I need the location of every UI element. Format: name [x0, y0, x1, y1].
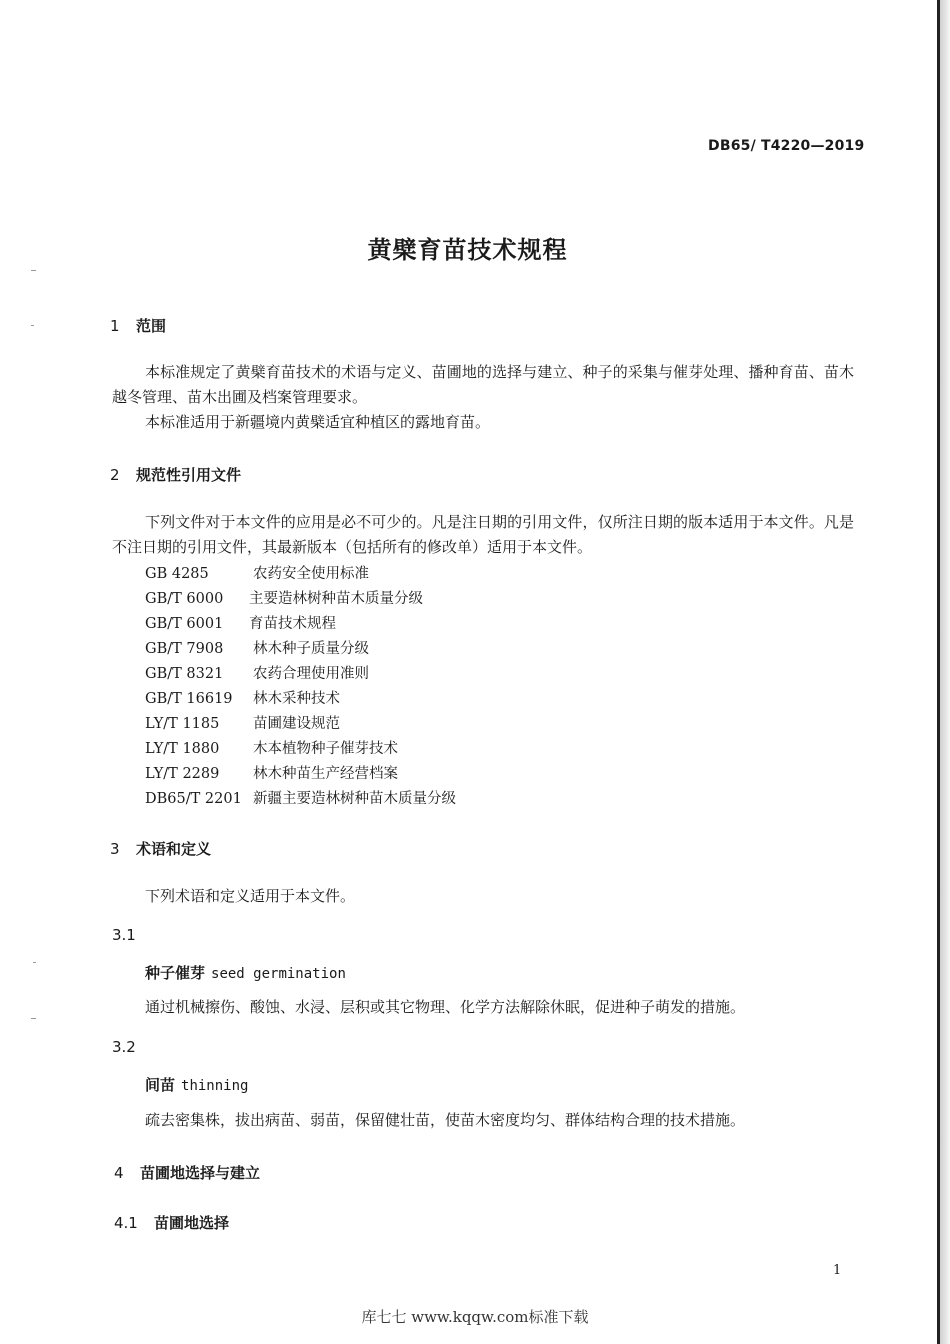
reference-name: 林木种子质量分级 — [253, 641, 369, 657]
section-1-paragraph-2: 本标准适用于新疆境内黄檗适宜种植区的露地育苗。 — [145, 413, 491, 431]
reference-row — [145, 712, 340, 733]
reference-name: 主要造林树种苗木质量分级 — [249, 591, 423, 607]
scan-mark — [31, 325, 34, 326]
reference-name: 木本植物种子催芽技术 — [253, 741, 398, 757]
reference-row — [145, 612, 336, 633]
document-title: 黄檗育苗技术规程 — [367, 236, 568, 264]
reference-name: 新疆主要造林树种苗木质量分级 — [253, 791, 456, 807]
term-heading — [145, 962, 346, 983]
section-3-title: 术语和定义 — [136, 840, 212, 858]
reference-row — [145, 637, 369, 658]
standard-number: DB65/ T4220—2019 — [708, 138, 865, 154]
footer-watermark-text: 库七七 www.kqqw.com标准下载 — [361, 1308, 589, 1326]
term-chinese: 间苗 — [145, 1076, 176, 1094]
section-4-heading — [114, 1162, 260, 1183]
reference-code: GB/T 16619 — [145, 691, 233, 707]
section-1-heading — [110, 315, 166, 336]
scan-mark — [31, 1018, 36, 1019]
reference-row — [145, 587, 423, 608]
reference-code: GB/T 8321 — [145, 666, 224, 682]
reference-row — [145, 562, 369, 583]
reference-code: GB 4285 — [145, 566, 209, 582]
section-1-number: 1 — [110, 317, 120, 335]
section-3-number: 3 — [110, 840, 120, 858]
subsection-4-1-title: 苗圃地选择 — [154, 1214, 230, 1232]
reference-name: 农药合理使用准则 — [253, 666, 369, 682]
section-2-number: 2 — [110, 466, 120, 484]
section-4-title: 苗圃地选择与建立 — [140, 1164, 261, 1182]
reference-code: GB/T 7908 — [145, 641, 224, 657]
term-heading — [145, 1074, 248, 1095]
section-3-intro: 下列术语和定义适用于本文件。 — [145, 887, 356, 905]
reference-row — [145, 662, 369, 683]
reference-code: GB/T 6000 — [145, 591, 224, 607]
page-number: 1 — [833, 1263, 842, 1278]
section-2-intro: 下列文件对于本文件的应用是必不可少的。凡是注日期的引用文件，仅所注日期的版本适用于本文件。凡是不注日期的引用文件，其最新版本（包括所有的修改单）适用于本文件。 — [112, 513, 854, 556]
term-english: seed germination — [211, 966, 346, 982]
term-chinese: 种子催芽 — [145, 964, 206, 982]
term-definition: 通过机械擦伤、酸蚀、水浸、层积或其它物理、化学方法解除休眠，促进种子萌发的措施。 — [145, 998, 746, 1016]
reference-row — [145, 687, 340, 708]
reference-code: LY/T 2289 — [145, 766, 220, 782]
reference-code: GB/T 6001 — [145, 616, 224, 632]
subsection-4-1-number: 4.1 — [114, 1214, 138, 1232]
clause-number: 3.2 — [112, 1038, 136, 1056]
reference-name: 育苗技术规程 — [249, 616, 336, 632]
page-edge-shadow — [940, 0, 950, 1344]
reference-row — [145, 787, 456, 808]
subsection-4-1-heading — [114, 1212, 229, 1233]
reference-name: 农药安全使用标准 — [253, 566, 369, 582]
reference-code: LY/T 1880 — [145, 741, 220, 757]
term-definition: 疏去密集株，拔出病苗、弱苗，保留健壮苗，使苗木密度均匀、群体结构合理的技术措施。 — [145, 1111, 746, 1129]
reference-row — [145, 762, 398, 783]
reference-name: 林木种苗生产经营档案 — [253, 766, 398, 782]
section-3-heading — [110, 838, 211, 859]
scan-mark — [33, 962, 36, 963]
term-english: thinning — [181, 1078, 249, 1094]
section-1-title: 范围 — [136, 317, 167, 335]
reference-name: 苗圃建设规范 — [253, 716, 340, 732]
reference-row — [145, 737, 398, 758]
section-2-title: 规范性引用文件 — [136, 466, 242, 484]
clause-number: 3.1 — [112, 926, 136, 944]
reference-code: LY/T 1185 — [145, 716, 220, 732]
section-2-heading — [110, 464, 241, 485]
section-1-paragraph-1: 本标准规定了黄檗育苗技术的术语与定义、苗圃地的选择与建立、种子的采集与催芽处理、播种育苗、苗木越冬管理、苗木出圃及档案管理要求。 — [112, 363, 854, 406]
reference-code: DB65/T 2201 — [145, 791, 242, 807]
scan-mark — [31, 270, 36, 271]
section-4-number: 4 — [114, 1164, 124, 1182]
reference-name: 林木采种技术 — [253, 691, 340, 707]
